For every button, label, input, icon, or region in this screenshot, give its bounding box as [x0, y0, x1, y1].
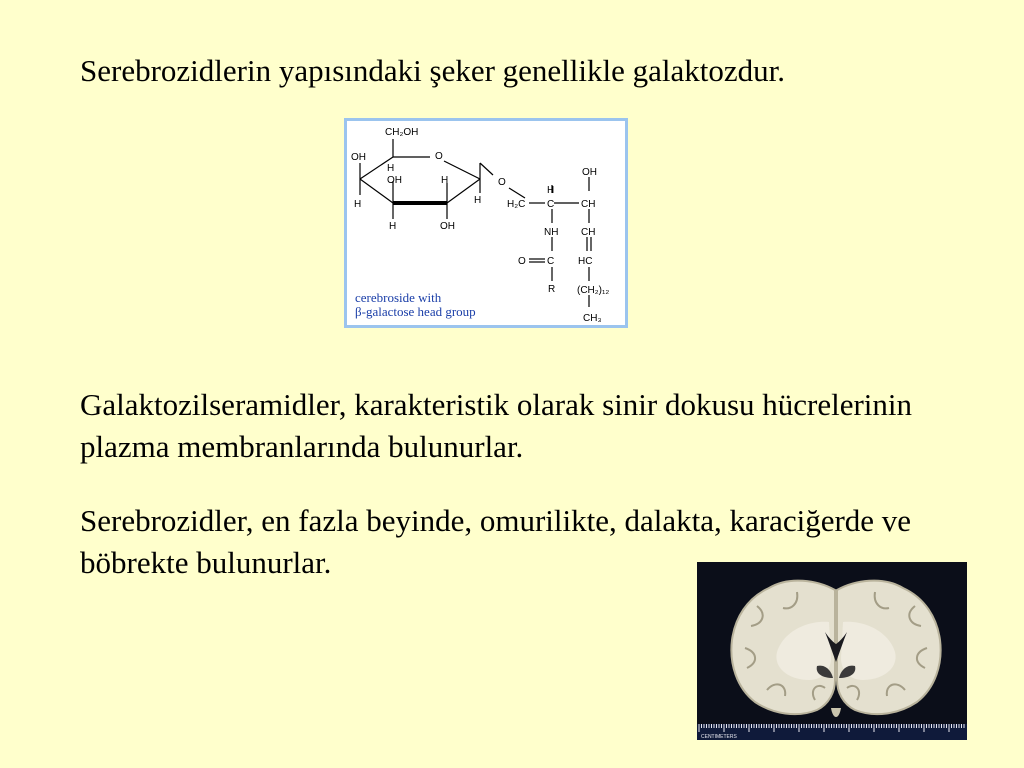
label-h-c2: H	[441, 175, 449, 186]
label-h-left: H	[354, 199, 362, 210]
label-ch2-12: (CH₂)₁₂	[577, 285, 610, 296]
label-h2c: H₂C	[507, 199, 526, 210]
cerebroside-structure-figure	[344, 118, 628, 328]
label-h-c4: H	[387, 163, 395, 174]
label-oh-right: OH	[582, 167, 597, 178]
label-o-amide: O	[518, 256, 526, 267]
caption-line-1: cerebroside with	[355, 290, 442, 305]
brain-section-photo	[697, 562, 967, 740]
structure-caption	[355, 291, 476, 319]
label-oh-bottom: OH	[440, 221, 455, 232]
label-ch3: CH₃	[583, 313, 602, 324]
paragraph-cerebroside-locations: Serebrozidler, en fazla beyinde, omurilikte, dalakta, karaciğerde ve böbrekte bulunurlar.	[80, 503, 912, 580]
label-ch-right: CH	[581, 199, 596, 210]
brain-section-image	[697, 562, 967, 740]
label-ch-mid: CH	[581, 227, 596, 238]
label-oh-left: OH	[351, 152, 366, 163]
label-hc: HC	[578, 256, 593, 267]
paragraph-galactosylceramides: Galaktozilseramidler, karakteristik olarak sinir dokusu hücrelerinin plazma membranlarında bulunurlar.	[80, 387, 913, 464]
label-glycosidic-oxygen: O	[498, 177, 506, 188]
label-c-center: C	[547, 199, 555, 210]
label-h-top: H	[547, 185, 555, 196]
label-c-amide: C	[547, 256, 555, 267]
label-h-bottom-left: H	[389, 221, 397, 232]
label-nh: NH	[544, 227, 559, 238]
paragraph-sugar-galactose: Serebrozidlerin yapısındaki şeker genellikle galaktozdur.	[80, 53, 786, 88]
label-h-c1: H	[474, 195, 482, 206]
ruler-label: CENTIMETERS	[701, 734, 737, 740]
label-oh-c3: OH	[387, 175, 402, 186]
label-r-group: R	[548, 284, 556, 295]
caption-line-2: β-galactose head group	[355, 304, 476, 319]
label-ring-oxygen: O	[435, 151, 443, 162]
label-ch2oh: CH₂OH	[385, 127, 419, 138]
